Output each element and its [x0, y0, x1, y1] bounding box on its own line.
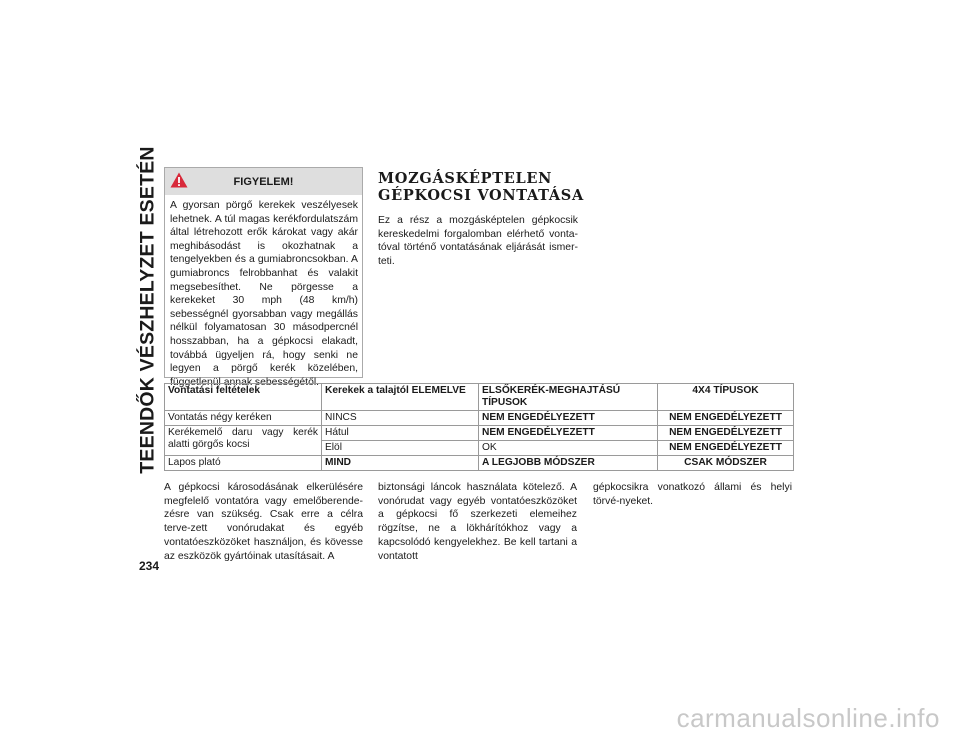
- table-cell: NEM ENGEDÉLYEZETT: [479, 426, 658, 441]
- table-cell: NEM ENGEDÉLYEZETT: [658, 441, 794, 456]
- warning-text: A gyorsan pörgő kerekek veszélyesek lehetnek. A túl magas kerékfordulatszám által létrehozott erők károkat vagy akár meghibásodást is okozhatnak a tengelyekben és a gumiabroncsokban. A gumiabroncs felrobbanhat és valakit megsebesíthet. Ne pörgesse a kerekeket 30 mph (48 km/h) sebességnél gyorsabban vagy megállás nélkül folyamatosan 30 másodpercnél hosszabban, ha a gépkocsi elakadt, továbbá ügyeljen rá, hogy senki ne legyen a pörgő kerék közelében, függetlenül annak sebességétől.: [170, 200, 358, 388]
- table-cell: Vontatás négy keréken: [165, 411, 322, 426]
- table-cell: OK: [479, 441, 658, 456]
- table-cell: Elöl: [322, 441, 479, 456]
- table-cell: CSAK MÓDSZER: [658, 456, 794, 471]
- body-column-2: biztonsági láncok használata kötelező. A vonórudat vagy egyéb vontatóeszközöket a gépkocsi fő szerkezeti elemeihez rögzítse, ne a lökhárítókhoz vagy a kapcsolódó kengyelekhez. Be kell tartani a vontatott: [378, 482, 577, 562]
- table-cell: Kerékemelő daru vagy kerék alatti görgős kocsi: [165, 426, 322, 456]
- table-cell: NEM ENGEDÉLYEZETT: [658, 411, 794, 426]
- page-number: 234: [139, 559, 160, 573]
- towing-table: [164, 383, 794, 471]
- table-header-row: [165, 384, 794, 411]
- table-row: [165, 456, 794, 471]
- table-row: [165, 411, 794, 426]
- warning-title: FIGYELEM!: [233, 176, 294, 188]
- section-heading-line1: MOZGÁSKÉPTELEN: [378, 170, 553, 187]
- section-heading-line2: GÉPKOCSI VONTATÁSA: [378, 187, 584, 204]
- table-cell: Lapos plató: [165, 456, 322, 471]
- warning-header: [165, 168, 362, 195]
- table-row: [165, 426, 794, 441]
- table-header: Kerekek a talajtól ELEMELVE: [322, 384, 479, 411]
- body-column-3: gépkocsikra vonatkozó állami és helyi törvé-nyeket.: [593, 482, 792, 507]
- table-cell: Hátul: [322, 426, 479, 441]
- table-cell: MIND: [322, 456, 479, 471]
- side-chapter-title: TEENDŐK VÉSZHELYZET ESETÉN: [136, 146, 159, 474]
- table-header: 4X4 TÍPUSOK: [658, 384, 794, 411]
- table-cell: NEM ENGEDÉLYEZETT: [658, 426, 794, 441]
- table-cell: A LEGJOBB MÓDSZER: [479, 456, 658, 471]
- table-header: Vontatási feltételek: [165, 384, 322, 411]
- warning-box: [164, 167, 363, 388]
- watermark: carmanualsonline.info: [676, 703, 940, 733]
- table-cell: NEM ENGEDÉLYEZETT: [479, 411, 658, 426]
- body-column-1: A gépkocsi károsodásának elkerülésére megfelelő vontatóra vagy emelőberende-zésre van szükség. Csak erre a célra terve-zett vonórudakat és egyéb vontatóeszközöket használjon, és kövesse az eszközök gyártóinak utasításait. A: [164, 482, 363, 562]
- section-heading: [378, 170, 584, 204]
- intro-paragraph: Ez a rész a mozgásképtelen gépkocsik kereskedelmi forgalomban elérhető vonta-tóval történő vontatásának eljárását ismer-teti.: [378, 215, 578, 268]
- table-cell: NINCS: [322, 411, 479, 426]
- table-header: ELSŐKERÉK-MEGHAJTÁSÚ TÍPUSOK: [479, 384, 658, 411]
